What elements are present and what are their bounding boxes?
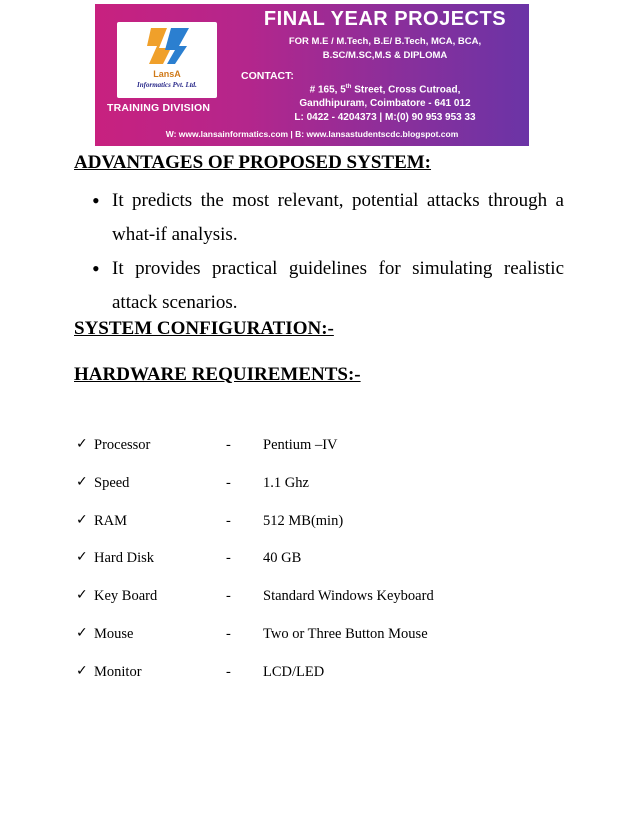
requirement-separator: -	[226, 437, 231, 453]
requirement-separator: -	[226, 663, 231, 680]
contact-label: CONTACT:	[241, 70, 294, 82]
checkmark-icon: ✓	[76, 662, 88, 679]
requirement-separator: -	[226, 550, 231, 567]
lansa-logo-icon	[145, 24, 191, 68]
requirement-name: Monitor	[94, 663, 142, 680]
advantage-1-line-2: what-if analysis.	[112, 224, 238, 245]
advantage-2-line-1: • It provides practical guidelines for simulating realistic	[112, 258, 564, 279]
advantage-1-line-1: • It predicts the most relevant, potential attacks through a	[112, 190, 564, 211]
requirement-value: 1.1 Ghz	[263, 474, 309, 491]
list-item	[76, 436, 556, 474]
checkmark-icon: ✓	[76, 436, 88, 452]
requirement-name: Processor	[94, 437, 151, 453]
web-line: W: www.lansainformatics.com | B: www.lansastudentscdc.blogspot.com	[165, 129, 459, 139]
requirement-name: Hard Disk	[94, 550, 155, 567]
address-prefix: # 165, 5	[309, 84, 346, 96]
requirement-separator: -	[226, 588, 231, 605]
courses-text	[245, 35, 525, 63]
banner-title: FINAL YEAR PROJECTS	[263, 8, 507, 30]
checkmark-icon: ✓	[76, 473, 88, 490]
logo-name: LansA	[153, 69, 181, 79]
requirement-name: Key Board	[94, 588, 158, 605]
checkmark-icon: ✓	[76, 587, 88, 604]
header-banner	[95, 4, 529, 146]
advantages-heading: ADVANTAGES OF PROPOSED SYSTEM:	[74, 152, 432, 173]
checkmark-icon: ✓	[76, 511, 88, 528]
address-line-1	[245, 84, 525, 95]
courses-line-1: FOR M.E / M.Tech, B.E/ B.Tech, MCA, BCA,	[288, 36, 482, 47]
requirement-separator: -	[226, 512, 231, 529]
list-item	[92, 252, 564, 320]
system-config-heading: SYSTEM CONFIGURATION:-	[74, 318, 334, 339]
list-item	[76, 625, 556, 663]
requirement-separator: -	[226, 474, 231, 491]
requirement-value: LCD/LED	[263, 663, 325, 680]
address-suffix: Street, Cross Cutroad,	[351, 84, 461, 96]
courses-line-2: B.SC/M.SC,M.S & DIPLOMA	[322, 50, 448, 61]
hardware-requirements-list	[76, 436, 556, 701]
phone-line: L: 0422 - 4204373 | M:(0) 90 953 953 33	[294, 112, 476, 123]
list-item	[76, 587, 556, 625]
advantage-2-line-2: attack scenarios.	[112, 292, 238, 313]
requirement-separator: -	[226, 625, 231, 642]
company-logo	[117, 22, 217, 98]
advantages-list	[92, 184, 564, 320]
requirement-name: Speed	[94, 474, 130, 491]
checkmark-icon: ✓	[76, 549, 88, 566]
address-sup: th	[345, 84, 352, 90]
requirement-value: 512 MB(min)	[263, 512, 344, 529]
training-division-label: TRAINING DIVISION	[107, 102, 211, 114]
address-line-2: Gandhipuram, Coimbatore - 641 012	[299, 98, 471, 109]
list-item	[76, 512, 556, 550]
requirement-value: Two or Three Button Mouse	[263, 625, 428, 642]
list-item	[76, 663, 556, 701]
requirement-value: Pentium –IV	[263, 437, 338, 453]
requirement-value: Standard Windows Keyboard	[263, 588, 434, 605]
checkmark-icon: ✓	[76, 624, 88, 641]
requirement-name: Mouse	[94, 625, 134, 642]
requirement-value: 40 GB	[263, 550, 302, 567]
list-item	[76, 549, 556, 587]
hardware-heading: HARDWARE REQUIREMENTS:-	[74, 364, 361, 385]
list-item	[76, 474, 556, 512]
requirement-name: RAM	[94, 512, 128, 529]
list-item	[92, 184, 564, 252]
logo-subtitle: Informatics Pvt. Ltd.	[137, 81, 197, 89]
